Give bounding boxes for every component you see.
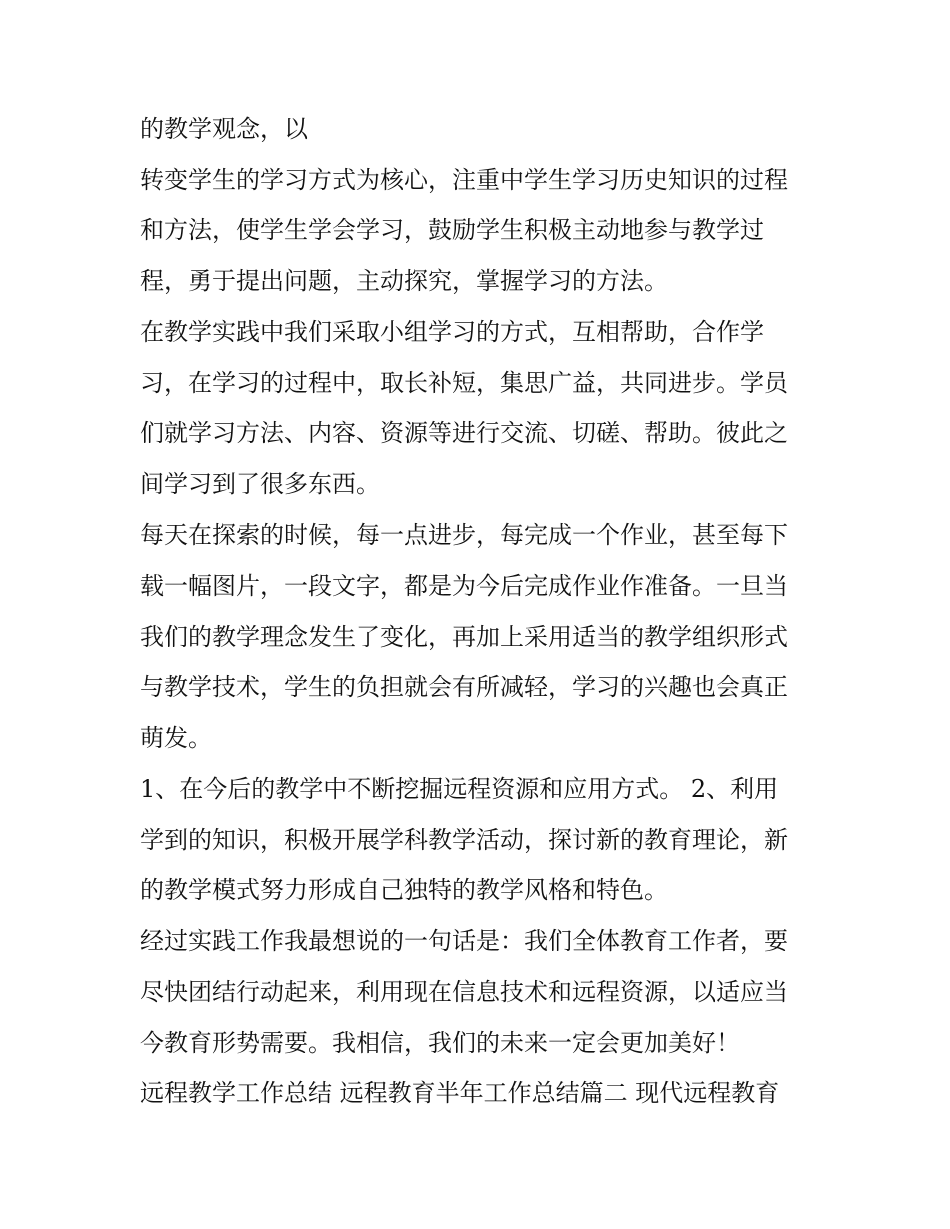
text-line: 间学习到了很多东西。	[140, 470, 380, 498]
text-line: 习，在学习的过程中，取长补短，集思广益，共同进步。学员	[140, 369, 788, 397]
text-line: 经过实践工作我最想说的一句话是：我们全体教育工作者，要	[140, 927, 788, 955]
text-line: 今教育形势需要。我相信，我们的未来一定会更加美好！	[140, 1029, 740, 1057]
text-line: 我们的教学理念发生了变化，再加上采用适当的教学组织形式	[140, 623, 788, 651]
text-line: 尽快团结行动起来，利用现在信息技术和远程资源，以适应当	[140, 978, 788, 1006]
text-line: 和方法，使学生学会学习，鼓励学生积极主动地参与教学过	[140, 216, 764, 244]
text-line: 学到的知识，积极开展学科教学活动，探讨新的教育理论，新	[140, 826, 788, 854]
text-line: 的教学模式努力形成自己独特的教学风格和特色。	[140, 876, 668, 904]
text-line: 1、在今后的教学中不断挖掘远程资源和应用方式。 2、利用	[140, 775, 779, 803]
text-line: 在教学实践中我们采取小组学习的方式，互相帮助，合作学	[140, 318, 764, 346]
text-line: 程，勇于提出问题，主动探究，掌握学习的方法。	[140, 267, 668, 295]
text-line: 萌发。	[140, 724, 212, 752]
text-line: 转变学生的学习方式为核心，注重中学生学习历史知识的过程	[140, 166, 788, 194]
text-line: 们就学习方法、内容、资源等进行交流、切磋、帮助。彼此之	[140, 419, 788, 447]
text-line: 远程教学工作总结 远程教育半年工作总结篇二 现代远程教育	[140, 1079, 780, 1107]
text-line: 载一幅图片，一段文字，都是为今后完成作业作准备。一旦当	[140, 572, 788, 600]
text-line: 与教学技术，学生的负担就会有所减轻，学习的兴趣也会真正	[140, 673, 788, 701]
text-line: 每天在探索的时候，每一点进步，每完成一个作业，甚至每下	[140, 521, 788, 549]
text-line: 的教学观念，以	[140, 115, 308, 143]
